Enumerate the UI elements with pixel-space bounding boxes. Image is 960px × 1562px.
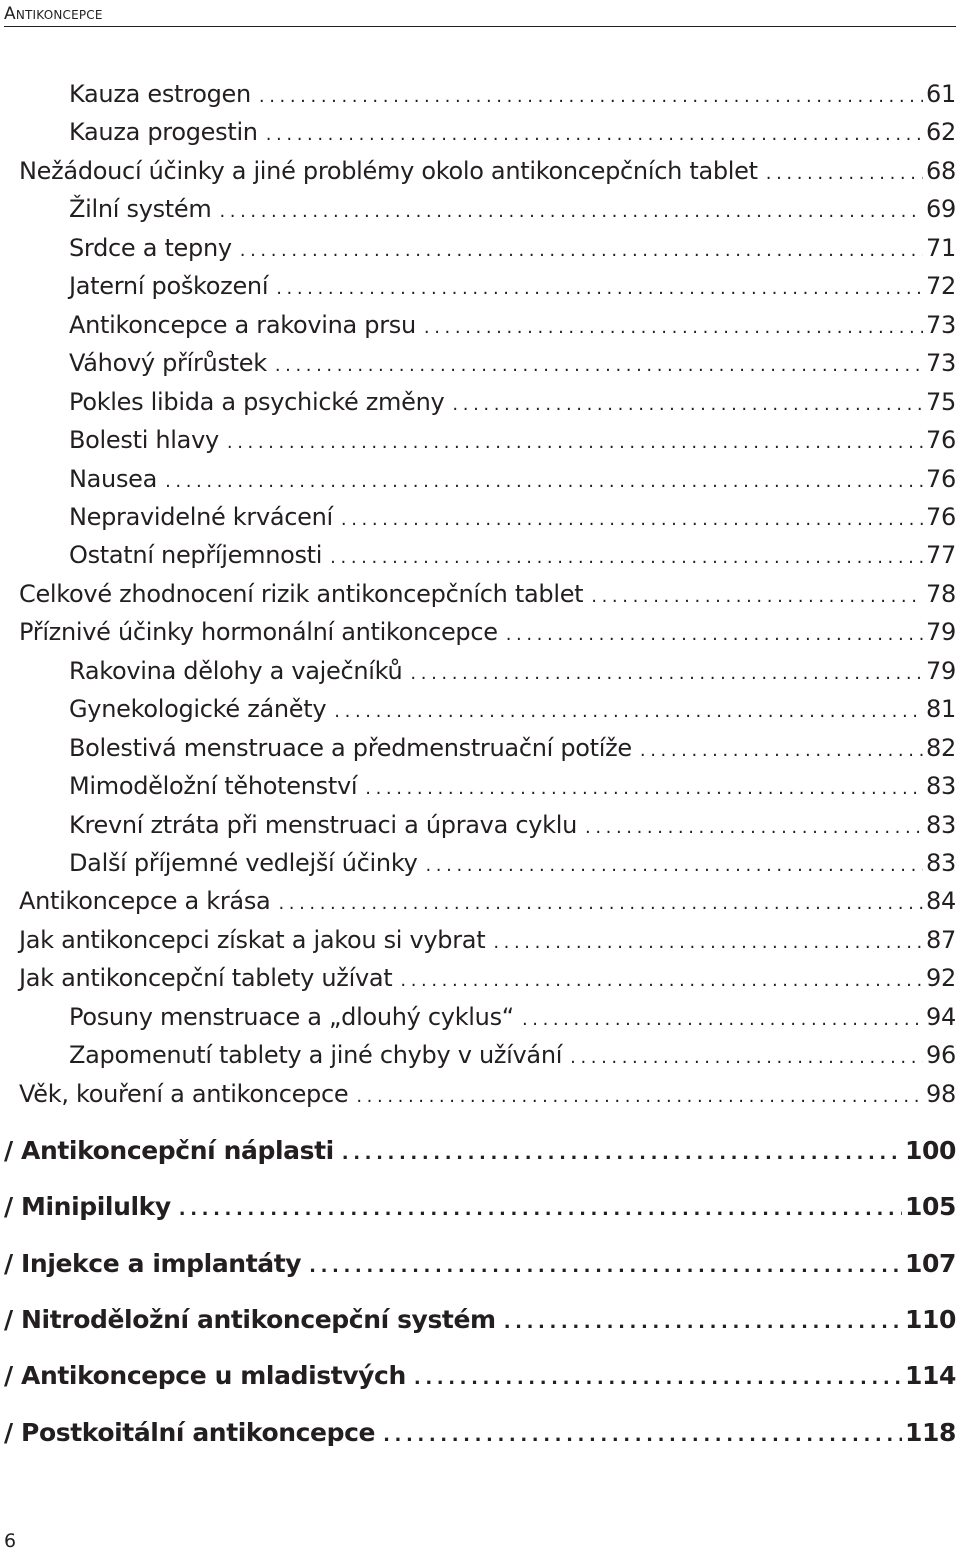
dot-leader bbox=[410, 663, 923, 684]
toc-entry-page: 83 bbox=[926, 849, 956, 877]
toc-chapter[interactable] bbox=[0, 1136, 956, 1170]
toc-entry-title: Rakovina dělohy a vaječníků bbox=[69, 656, 403, 685]
toc-entry[interactable] bbox=[0, 734, 956, 768]
toc-entry-page: 75 bbox=[926, 387, 956, 416]
toc-entry[interactable] bbox=[0, 580, 956, 614]
toc-entry-page: 92 bbox=[926, 964, 956, 993]
toc-entry-page: 98 bbox=[926, 1079, 956, 1108]
toc-entry-page: 77 bbox=[926, 541, 956, 570]
toc-entry-page: 79 bbox=[926, 656, 956, 685]
toc-entry[interactable] bbox=[0, 541, 956, 575]
toc-entry-page: 79 bbox=[926, 618, 956, 647]
toc-entry-page: 61 bbox=[926, 80, 956, 108]
toc-entry-title: Jak antikoncepci získat a jakou si vybrat bbox=[19, 925, 486, 954]
toc-entry[interactable] bbox=[0, 772, 956, 806]
dot-leader bbox=[227, 432, 923, 453]
toc-entry-page: 68 bbox=[926, 156, 956, 185]
dot-leader bbox=[275, 355, 923, 376]
toc-entry[interactable] bbox=[0, 157, 956, 191]
toc-entry-title: Žilní systém bbox=[69, 195, 212, 224]
toc-entry-title: Mimoděložní těhotenství bbox=[69, 772, 358, 801]
toc-entry-title: Nausea bbox=[69, 464, 158, 493]
toc-entry[interactable] bbox=[0, 195, 956, 229]
toc-entry[interactable] bbox=[0, 80, 956, 114]
toc-entry-title: Posuny menstruace a „dlouhý cyklus“ bbox=[69, 1002, 514, 1031]
dot-leader bbox=[504, 1312, 902, 1333]
dot-leader bbox=[266, 124, 923, 145]
toc-entry-page: 76 bbox=[926, 464, 956, 493]
toc-entry-title: Kauza progestin bbox=[69, 118, 258, 147]
toc-chapter[interactable] bbox=[0, 1192, 956, 1226]
toc-entry[interactable] bbox=[0, 503, 956, 537]
toc-entry[interactable] bbox=[0, 618, 956, 652]
dot-leader bbox=[179, 1199, 902, 1220]
toc-entry[interactable] bbox=[0, 657, 956, 691]
dot-leader bbox=[506, 624, 923, 645]
toc-entry-page: 72 bbox=[926, 272, 956, 301]
dot-leader bbox=[383, 1425, 902, 1446]
dot-leader bbox=[330, 547, 923, 568]
toc-entry-page: 84 bbox=[926, 887, 956, 916]
dot-leader bbox=[240, 240, 923, 261]
dot-leader bbox=[219, 201, 923, 222]
toc-entry-page: 73 bbox=[926, 349, 956, 378]
toc-entry-page: 73 bbox=[926, 310, 956, 339]
toc-chapter-title: / Minipilulky bbox=[4, 1192, 171, 1222]
toc-entry-page: 62 bbox=[926, 118, 956, 147]
toc-entry-page: 78 bbox=[926, 579, 956, 608]
page-number: 6 bbox=[4, 1530, 17, 1552]
toc-entry-page: 76 bbox=[926, 426, 956, 455]
dot-leader bbox=[425, 855, 923, 876]
toc-entry-title: Ostatní nepříjemnosti bbox=[69, 541, 323, 570]
toc-entry[interactable] bbox=[0, 695, 956, 729]
dot-leader bbox=[640, 740, 923, 761]
dot-leader bbox=[276, 278, 923, 299]
toc-entry[interactable] bbox=[0, 388, 956, 422]
toc-chapter-page: 110 bbox=[905, 1304, 956, 1334]
toc-chapter[interactable] bbox=[0, 1418, 956, 1452]
toc-entry-title: Gynekologické záněty bbox=[69, 695, 327, 724]
toc-entry-page: 71 bbox=[926, 233, 956, 262]
toc-entry-page: 94 bbox=[926, 1002, 956, 1031]
toc-entry-title: Nepravidelné krvácení bbox=[69, 502, 333, 531]
toc-entry[interactable] bbox=[0, 964, 956, 998]
dot-leader bbox=[309, 1256, 902, 1277]
dot-leader bbox=[356, 1086, 923, 1107]
toc-entry-title: Váhový přírůstek bbox=[69, 349, 267, 378]
dot-leader bbox=[493, 932, 923, 953]
toc-chapter-title: / Antikoncepční náplasti bbox=[4, 1136, 334, 1165]
toc-entry-title: Zapomenutí tablety a jiné chyby v užívání bbox=[69, 1041, 563, 1070]
toc-entry-page: 76 bbox=[926, 502, 956, 531]
toc-entry-page: 82 bbox=[926, 733, 956, 762]
toc-entry[interactable] bbox=[0, 234, 956, 268]
toc-entry[interactable] bbox=[0, 1003, 956, 1037]
toc-entry-title: Antikoncepce a rakovina prsu bbox=[69, 310, 416, 339]
toc-entry-page: 96 bbox=[926, 1041, 956, 1070]
running-header-title: Antikoncepce bbox=[4, 4, 103, 24]
toc-entry-page: 87 bbox=[926, 925, 956, 954]
toc-entry-title: Antikoncepce a krása bbox=[19, 887, 271, 916]
dot-leader bbox=[259, 86, 923, 107]
toc-entry[interactable] bbox=[0, 849, 956, 883]
dot-leader bbox=[591, 586, 923, 607]
dot-leader bbox=[522, 1009, 923, 1030]
dot-leader bbox=[365, 778, 923, 799]
toc-entry-title: Bolestivá menstruace a předmenstruační potíže bbox=[69, 733, 632, 762]
dot-leader bbox=[334, 701, 923, 722]
toc-entry-page: 69 bbox=[926, 195, 956, 224]
toc-chapter-title: / Antikoncepce u mladistvých bbox=[4, 1361, 406, 1391]
toc-entry-title: Celkové zhodnocení rizik antikoncepčních tablet bbox=[19, 579, 584, 608]
dot-leader bbox=[570, 1047, 923, 1068]
toc-entry[interactable] bbox=[0, 311, 956, 345]
toc-entry-title: Pokles libida a psychické změny bbox=[69, 387, 445, 416]
toc-chapter-title: / Nitroděložní antikoncepční systém bbox=[4, 1304, 496, 1334]
toc-entry-page: 83 bbox=[926, 772, 956, 801]
dot-leader bbox=[766, 163, 923, 184]
toc-chapter-title: / Postkoitální antikoncepce bbox=[4, 1417, 376, 1447]
dot-leader bbox=[165, 471, 923, 492]
toc-entry[interactable] bbox=[0, 465, 956, 499]
dot-leader bbox=[585, 817, 923, 838]
toc-entry-title: Věk, kouření a antikoncepce bbox=[19, 1079, 349, 1108]
dot-leader bbox=[341, 509, 923, 530]
toc-entry[interactable] bbox=[0, 426, 956, 460]
toc-entry-title: Bolesti hlavy bbox=[69, 426, 219, 455]
toc-entry-title: Krevní ztráta při menstruaci a úprava cyklu bbox=[69, 810, 577, 839]
toc-entry-title: Srdce a tepny bbox=[69, 233, 232, 262]
toc-entry[interactable] bbox=[0, 118, 956, 152]
toc-entry-page: 81 bbox=[926, 695, 956, 724]
toc-chapter-page: 105 bbox=[905, 1192, 956, 1222]
toc-entry[interactable] bbox=[0, 1080, 956, 1114]
toc-chapter[interactable] bbox=[0, 1305, 956, 1339]
toc-chapter-page: 100 bbox=[905, 1136, 956, 1165]
toc-entry-title: Další příjemné vedlejší účinky bbox=[69, 849, 418, 877]
dot-leader bbox=[400, 970, 923, 991]
toc-entry[interactable] bbox=[0, 272, 956, 306]
toc-entry-page: 83 bbox=[926, 810, 956, 839]
toc-entry[interactable] bbox=[0, 811, 956, 845]
toc-entry-title: Příznivé účinky hormonální antikoncepce bbox=[19, 618, 498, 647]
toc-chapter[interactable] bbox=[0, 1361, 956, 1395]
toc-entry-title: Nežádoucí účinky a jiné problémy okolo antikoncepčních tablet bbox=[19, 156, 758, 185]
toc-chapter-title: / Injekce a implantáty bbox=[4, 1248, 302, 1278]
toc-chapter-page: 114 bbox=[905, 1361, 956, 1391]
toc-chapter[interactable] bbox=[0, 1249, 956, 1283]
dot-leader bbox=[278, 893, 923, 914]
dot-leader bbox=[424, 317, 923, 338]
dot-leader bbox=[452, 394, 923, 415]
toc-entry[interactable] bbox=[0, 1041, 956, 1075]
toc-entry[interactable] bbox=[0, 887, 956, 921]
dot-leader bbox=[414, 1368, 902, 1389]
dot-leader bbox=[342, 1143, 902, 1164]
toc-chapter-page: 118 bbox=[905, 1417, 956, 1447]
toc-chapter-page: 107 bbox=[905, 1248, 956, 1278]
toc-entry[interactable] bbox=[0, 349, 956, 383]
toc-entry-title: Kauza estrogen bbox=[69, 80, 251, 108]
toc-entry-title: Jak antikoncepční tablety užívat bbox=[19, 964, 393, 993]
toc-entry[interactable] bbox=[0, 926, 956, 960]
toc-entry-title: Jaterní poškození bbox=[69, 272, 269, 301]
